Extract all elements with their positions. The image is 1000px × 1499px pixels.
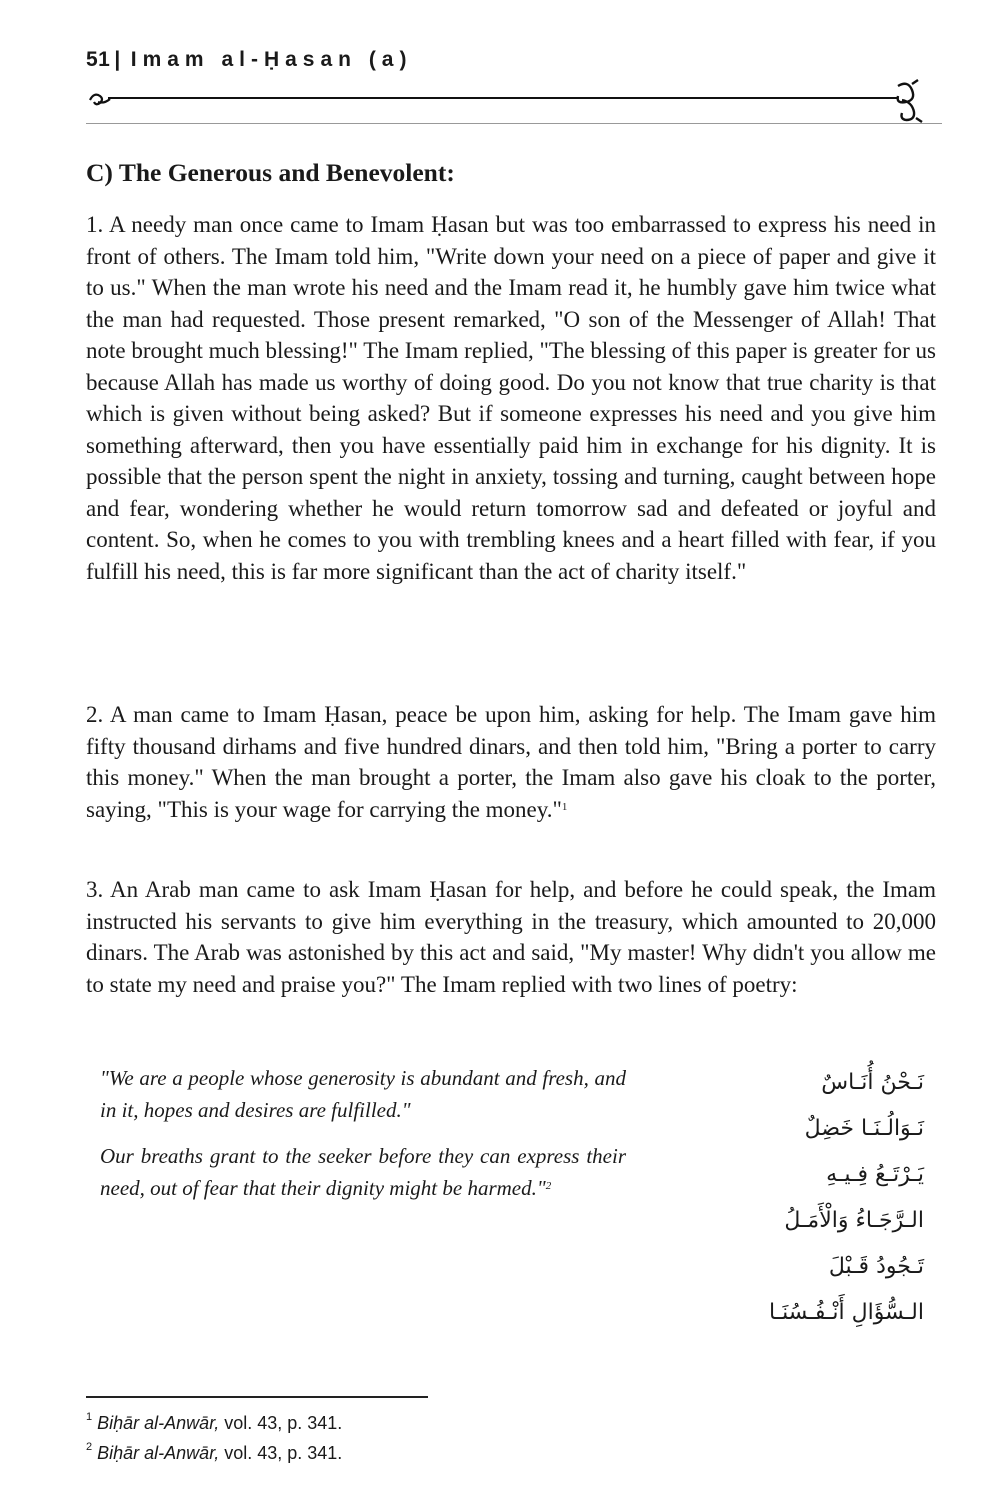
arabic-line: الـرَّجَـاءُ وَالْأَمَـلُ: [784, 1208, 924, 1233]
paragraph-1: 1. A needy man once came to Imam Ḥasan but was too embarrassed to express his need in front of others. The Imam told him, "Write down your need on a piece of paper and give it to us." When the man wrote his need and the Imam read it, he humbly gave him twice what the man had requested. Those present remarked, "O son of the Messenger of Allah! That note brought much blessing!" The Imam replied, "The blessing of this paper is greater for us because Allah has made us worthy of doing good. Do you not know that true charity is that which is given without being asked? But if someone expresses his need and you give him something afterward, then you have essentially paid him in exchange for his dignity. It is possible that the person spent the night in anxiety, tossing and turning, caught between hope and fear, wondering whether he would return tomorrow sad and defeated or joyful and content. So, when he comes to you with trembling knees and a heart filled with fear, if you fulfill his need, this is far more significant than the act of charity itself.": [86, 212, 936, 584]
footnote-ref-2: 2: [545, 1180, 552, 1192]
footnote-ref-1: 1: [561, 800, 568, 813]
paragraph-2-text: 2. A man came to Imam Ḥasan, peace be upon him, asking for help. The Imam gave him fifty thousand dirhams and five hundred dinars, and then told him, "Bring a porter to carry this money." When the man brought a porter, the Imam also gave his cloak to the porter, saying, "This is your wage for carrying the money.": [86, 702, 936, 822]
footnote-1: [86, 1413, 342, 1434]
header-rule: [86, 123, 942, 124]
page-number: 51: [86, 48, 111, 71]
footnote-2: [86, 1443, 342, 1464]
header-separator: |: [114, 48, 121, 71]
footnote-detail: vol. 43, p. 341.: [219, 1443, 343, 1463]
arabic-line: الـسُّؤَالِ أَنْـفُـسُنَـا: [768, 1300, 924, 1325]
running-header: [86, 48, 412, 72]
page-header: [86, 44, 942, 124]
arabic-line: يَـرْتَـعُ فِـيـهِ: [826, 1162, 924, 1187]
section-heading: C) The Generous and Benevolent:: [86, 158, 455, 187]
footnote-rule: [86, 1396, 428, 1398]
arabic-line: نَـوَالُـنَـا خَضِلٌ: [804, 1116, 924, 1141]
footnote-source: Biḥār al-Anwār,: [97, 1413, 220, 1433]
poem-english-line-2-text: Our breaths grant to the seeker before they can express their need, out of fear that their dignity might be harmed.": [100, 1144, 626, 1200]
footnote-detail: vol. 43, p. 341.: [219, 1413, 343, 1433]
paragraph-2: [86, 699, 936, 825]
arabic-line: نَـحْنُ أُنَـاسٌ: [821, 1070, 924, 1095]
footnote-number: 2: [86, 1441, 93, 1453]
poem-english-line-2: [100, 1140, 626, 1204]
running-title: Imam al-Ḥasan (a): [130, 48, 413, 71]
poem-english-line-1: "We are a people whose generosity is abundant and fresh, and in it, hopes and desires are fulfilled.": [100, 1066, 626, 1122]
header-ornament: [86, 78, 942, 126]
footnote-source: Biḥār al-Anwār,: [97, 1443, 220, 1463]
footnote-number: 1: [86, 1411, 93, 1423]
arabic-line: تَـجُودُ قَـبْلَ: [828, 1254, 924, 1279]
paragraph-3: 3. An Arab man came to ask Imam Ḥasan for help, and before he could speak, the Imam instructed his servants to give him everything in the treasury, which amounted to 20,000 dinars. The Arab was astonished by this act and said, "My master! Why didn't you allow me to state my need and praise you?" The Imam replied with two lines of poetry:: [86, 877, 936, 997]
poem-arabic: [664, 1060, 924, 1336]
